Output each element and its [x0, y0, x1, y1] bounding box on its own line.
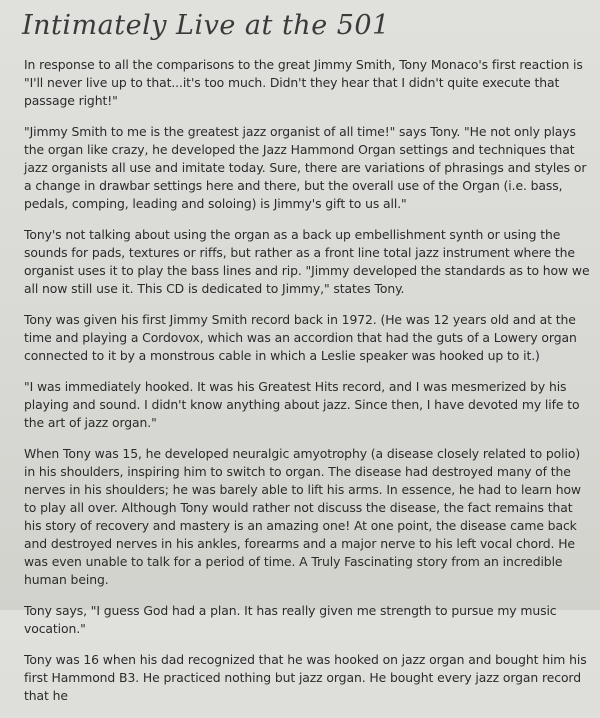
paragraph: In response to all the comparisons to the great Jimmy Smith, Tony Monaco's first reaction is "I'll never live up to that...it's too much. Didn't they hear that I didn't quite execute that passage right!" — [24, 57, 583, 108]
paragraph: Tony was given his first Jimmy Smith record back in 1972. (He was 12 years old and at the time and playing a Cordovox, which was an accordion that had the guts of a Lowery organ connected to it by a monstrous cable in which a Leslie speaker was hooked up to it.) — [24, 312, 577, 363]
paragraph: Tony was 16 when his dad recognized that he was hooked on jazz organ and bought him his first Hammond B3. He practiced nothing but jazz organ. He bought every jazz organ record that he — [24, 652, 587, 703]
paragraph: When Tony was 15, he developed neuralgic amyotrophy (a disease closely related to polio) in his shoulders, inspiring him to switch to organ. The disease had destroyed many of the nerves in his shoulders; he was barely able to lift his arms. In essence, he had to learn how to play all over. Although Tony would rather not discuss the disease, the fact remains that his story of recovery and mastery is an amazing one! At one point, the disease came back and destroyed nerves in his ankles, forearms and a major nerve to his left vocal chord. He was even unable to talk for a period of time. A Truly Fascinating story from an incredible human being. — [24, 446, 581, 587]
paragraph: "I was immediately hooked. It was his Greatest Hits record, and I was mesmerized by his playing and sound. I didn't know anything about jazz. Since then, I have devoted my life to the art of jazz organ." — [24, 379, 580, 430]
article-body — [24, 56, 592, 718]
paragraph: "Jimmy Smith to me is the greatest jazz organist of all time!" says Tony. "He not only plays the organ like crazy, he developed the Jazz Hammond Organ settings and techniques that jazz organists all use and imitate today. Sure, there are variations of phrasings and styles or a change in drawbar settings here and there, but the overall use of the Organ (i.e. bass, pedals, comping, leading and soloing) is Jimmy's gift to us all." — [24, 124, 587, 211]
page-title: Intimately Live at the 501 — [22, 10, 390, 41]
paragraph: Tony says, "I guess God had a plan. It has really given me strength to pursue my music vocation." — [24, 603, 557, 636]
paragraph: Tony's not talking about using the organ as a back up embellishment synth or using the sounds for pads, textures or riffs, but rather as a front line total jazz instrument where the organist uses it to play the bass lines and rip. "Jimmy developed the standards as to how we all now still use it. This CD is dedicated to Jimmy," states Tony. — [24, 227, 590, 296]
